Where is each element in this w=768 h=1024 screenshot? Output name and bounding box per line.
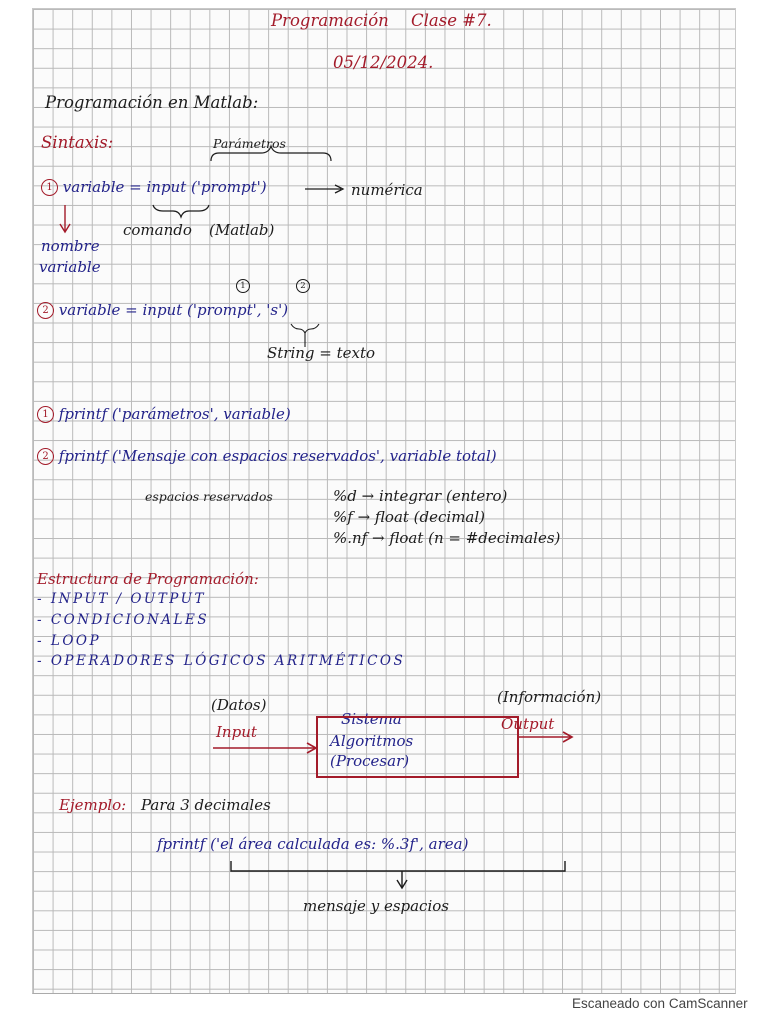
- fprintf-line-2-code: fprintf ('Mensaje con espacios reservados', variable total): [58, 447, 497, 465]
- number-circle-3: 1: [37, 406, 54, 423]
- numerica-label: numérica: [351, 181, 423, 199]
- number-circle-1: 1: [41, 179, 58, 196]
- brace-s: [291, 324, 319, 333]
- syntax-line-2-code: variable = input ('prompt', 's'): [58, 301, 289, 319]
- estructura-item: - CONDICIONALES: [37, 612, 210, 628]
- variable-label: variable: [39, 258, 101, 276]
- brace-comando: [153, 205, 209, 217]
- format-item: %f → float (decimal): [333, 508, 486, 526]
- syntax-line-1-code: variable = input ('prompt'): [62, 178, 267, 196]
- espacios-reservados-label: espacios reservados: [145, 489, 273, 504]
- parametros-label: Parámetros: [213, 136, 286, 151]
- brace-parametros: [211, 146, 331, 161]
- estructura-item: - INPUT / OUTPUT: [37, 591, 207, 607]
- output-label: Output: [501, 715, 555, 733]
- format-item: %d → integrar (entero): [333, 487, 508, 505]
- header-class: Clase #7.: [411, 11, 492, 30]
- box-line-procesar: (Procesar): [330, 752, 410, 770]
- ejemplo-text: Para 3 decimales: [141, 796, 271, 814]
- header-date: 05/12/2024.: [333, 53, 434, 72]
- annotations-layer: [33, 9, 735, 993]
- ejemplo-label: Ejemplo:: [59, 796, 127, 814]
- format-item: %.nf → float (n = #decimales): [333, 529, 561, 547]
- string-texto-label: String = texto: [267, 344, 376, 362]
- header-title: Programación: [271, 11, 389, 30]
- nombre-label: nombre: [41, 237, 100, 255]
- comando-label: comando: [123, 221, 192, 239]
- notebook-page: [32, 8, 736, 994]
- number-circle-2: 2: [37, 302, 54, 319]
- ejemplo-code: fprintf ('el área calculada es: %.3f', area): [157, 835, 469, 853]
- mark-2: 2: [296, 279, 310, 293]
- box-line-sistema: Sistema: [341, 710, 402, 728]
- matlab-label: (Matlab): [209, 221, 275, 239]
- fprintf-line-1-code: fprintf ('parámetros', variable): [58, 405, 291, 423]
- estructura-item: - OPERADORES LÓGICOS ARITMÉTICOS: [37, 653, 406, 669]
- estructura-title: Estructura de Programación:: [37, 570, 259, 588]
- number-circle-4: 2: [37, 448, 54, 465]
- informacion-label: (Información): [497, 688, 602, 706]
- estructura-item: - LOOP: [37, 633, 102, 649]
- sintaxis-label: Sintaxis:: [41, 133, 114, 152]
- ejemplo-caption: mensaje y espacios: [303, 897, 449, 915]
- box-line-algoritmos: Algoritmos: [330, 732, 414, 750]
- main-heading: Programación en Matlab:: [45, 93, 259, 112]
- mark-1: 1: [236, 279, 250, 293]
- brace-ejemplo: [231, 861, 565, 871]
- sistema-box: [316, 716, 519, 778]
- input-label: Input: [216, 723, 257, 741]
- datos-label: (Datos): [211, 696, 267, 714]
- scanner-watermark: Escaneado con CamScanner: [572, 996, 748, 1011]
